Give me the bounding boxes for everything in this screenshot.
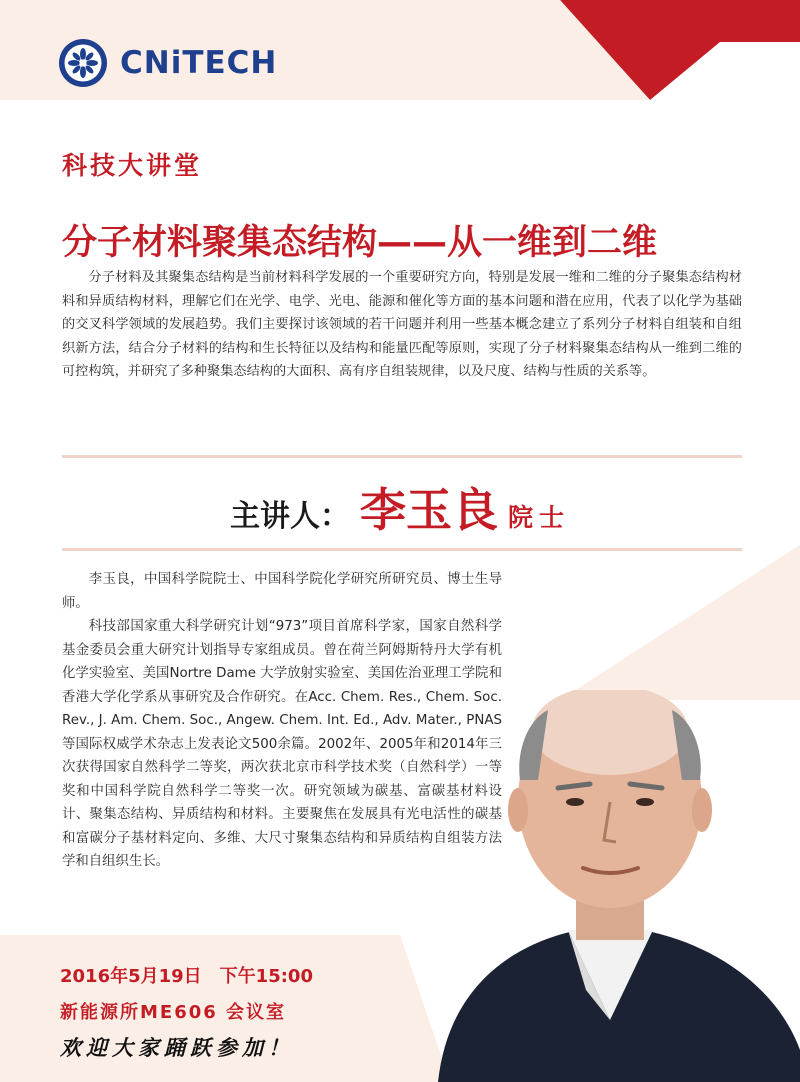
- event-date-time: 2016年5月19日 下午15:00: [60, 966, 313, 987]
- divider: [62, 548, 742, 551]
- institute-logo: [58, 38, 277, 88]
- divider: [62, 455, 742, 458]
- speaker-heading: [0, 474, 800, 540]
- welcome-message: 欢迎大家踊跃参加！: [60, 1035, 294, 1060]
- brand-name: CNiTECH: [120, 45, 278, 81]
- bio-paragraph: 李玉良，中国科学院院士、中国科学院化学研究所研究员、博士生导师。: [62, 572, 502, 611]
- talk-abstract: 分子材料及其聚集态结构是当前材料科学发展的一个重要研究方向，特别是发展一维和二维的分子聚集态结构材料和异质结构材料，理解它们在光学、电学、光电、能源和催化等方面的基本问题和潜在应用，代表了以化学为基础的交叉科学领域的发展趋势。我们主要探讨该领域的若干问题并利用一些基本概念建立了系列分子材料自组装和自组织新方法，结合分子材料的结构和生长特征以及结构和能量匹配等原则，实现了分子材料聚集态结构从一维到二维的可控构筑，并研究了多种聚集态结构的大面积、高有序自组装规律，以及尺度、结构与性质的关系等。: [62, 270, 742, 379]
- speaker-title: 院士: [507, 503, 570, 532]
- speaker-portrait: [418, 690, 800, 1082]
- talk-title: 分子材料聚集态结构——从一维到二维: [62, 223, 658, 263]
- right-peach-wedge: [560, 545, 800, 700]
- speaker-name: 李玉良: [359, 483, 498, 537]
- speaker-label: 主讲人：: [229, 499, 350, 534]
- bio-paragraph: 科技部国家重大科学研究计划“973”项目首席科学家，国家自然科学基金委员会重大研究计划指导专家组成员。曾在荷兰阿姆斯特丹大学有机化学实验室、美国Nortre Dame 大学放射实验室、美国佐治亚理工学院和香港大学化学系从事研究及合作研究。在Acc. Chem. Res., Chem. Soc. Rev., J. Am. Chem. Soc., Angew. Chem. Int. Ed., Adv. Mater., PNAS等国际权威学术杂志上发表论文500余篇。2002年、2005年和2014年三次获得国家自然科学二等奖，两次获北京市科学技术奖（自然科学）一等奖和中国科学院自然科学二等奖一次。研究领域为碳基、富碳基材料设计、聚集态结构、异质结构和材料。主要聚焦在发展具有光电活性的碳基和富碳分子基材料定向、多维、大尺寸聚集态结构和异质结构自组装方法学和自组织生长。: [62, 619, 502, 869]
- event-venue: 新能源所ME606 会议室: [60, 1002, 287, 1023]
- institute-seal-icon: [58, 38, 108, 88]
- series-title: 科技大讲堂: [62, 151, 203, 180]
